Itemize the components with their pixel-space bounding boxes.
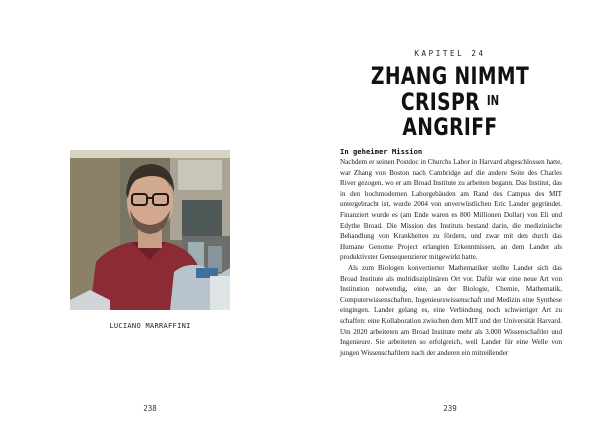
title-line-1: ZHANG NIMMT — [370, 62, 530, 90]
photo-caption: LUCIANO MARRAFFINI — [109, 322, 191, 330]
title-line-2-small: IN — [486, 94, 500, 109]
chapter-title — [356, 64, 543, 140]
right-page — [300, 0, 600, 434]
paragraph: Nachdem er seinen Postdoc in Churchs Labor in Harvard abgeschlossen hatte, war Zhang von Boston nach Cambridge auf die andere Seite des Charles River gezogen, wo er am Broad Institute zu arbeiten begann. Das Institut, das in den hochmodernen Laborgebäuden am Rand des Campus des MIT untergebracht ist, wurde 2004 von unverwüstlichen Eric Lander gegründet. Finanziert wurde es (am Ende waren es 800 Millionen Dollar) von Eli und Edythe Broad. Die Mission des Instituts bestand darin, die medizinische Behandlung von Krankheiten zu fördern, und zwar mit den durch das Humane Genome Project erlangten Erkenntnissen, an dem Lander als produktivster Gensequenzierer mitgewirkt hatte. — [340, 158, 563, 262]
page-number-left: 238 — [143, 404, 157, 413]
title-line-2a: CRISPR — [400, 88, 480, 116]
section-heading: In geheimer Mission — [340, 147, 423, 156]
body-text — [340, 157, 562, 358]
page-number-right: 239 — [443, 404, 457, 413]
paragraph: Als zum Biologen konvertierter Mathematiker stellte Lander sich das Broad Institute als multidisziplinären Ort vor. Dafür war eine neue Art von Institution notwendig, eine, an der Biologie, Chemie, Mathematik, Computerwissenschaften, Ingenieurswissenschaft und Medizin eine Synthese eingingen. Lander gelang es, eine Verbindung noch schwieriger Art zu schaffen: eine Kollaboration zwischen dem MIT und der Universität Harvard. Um 2020 arbeiteten am Broad Institute mehr als 3.000 Wissenschaftler und Ingenieure. Sie arbeiteten so erfolgreich, weil Lander für eine Welle von jungen Wissenschaftlern nach der anderen ein mitreißender — [340, 263, 562, 357]
chapter-label: KAPITEL 24 — [414, 49, 486, 58]
portrait-photo — [70, 150, 230, 310]
title-line-2b: ANGRIFF — [402, 113, 498, 141]
